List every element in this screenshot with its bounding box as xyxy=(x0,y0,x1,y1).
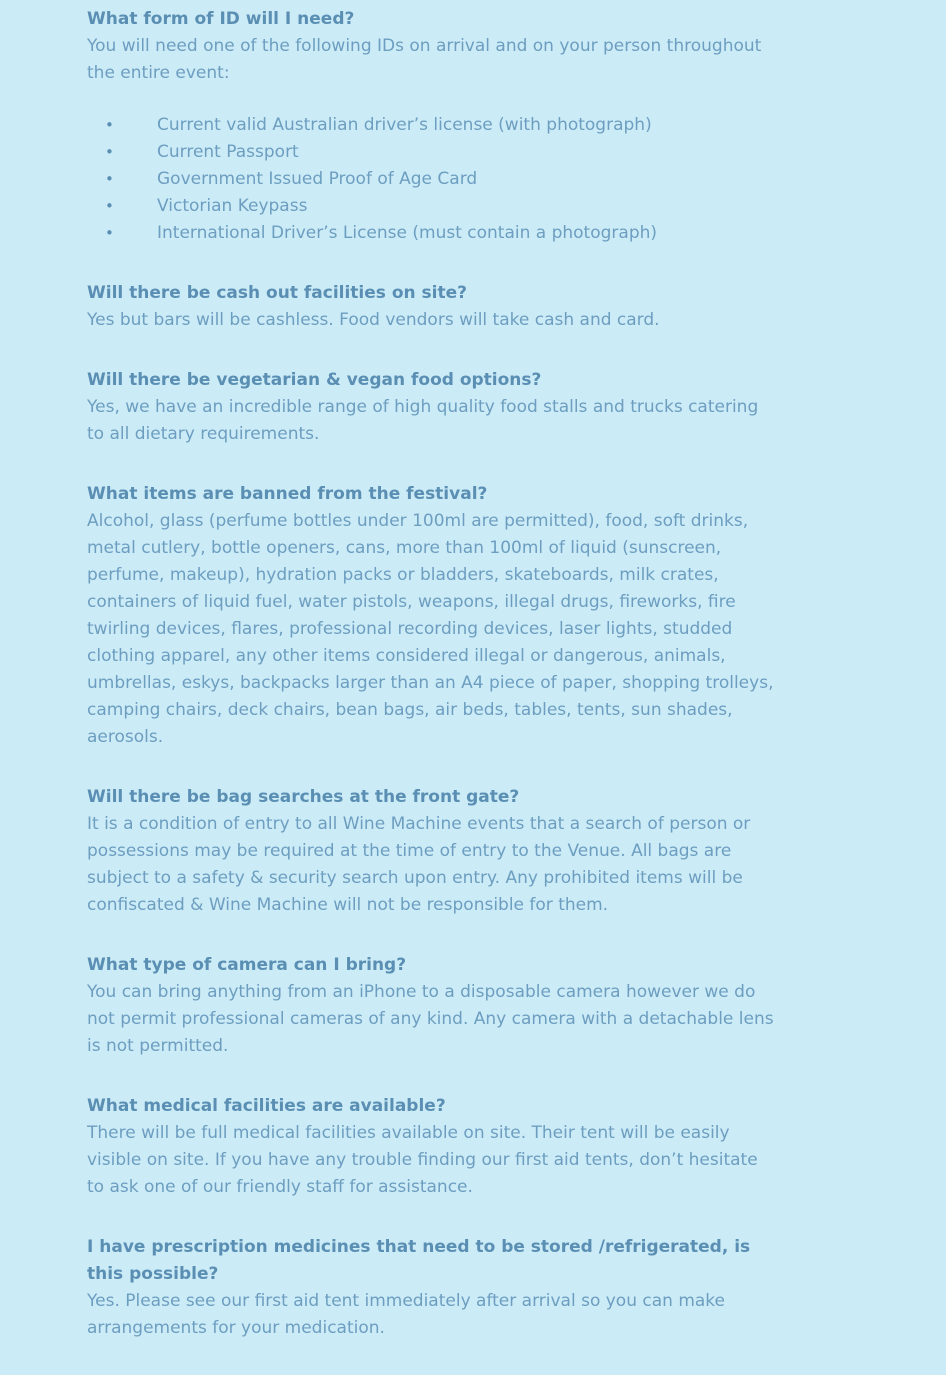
faq-item-cash xyxy=(87,280,777,334)
faq-answer: Yes but bars will be cashless. Food vendors will take cash and card. xyxy=(87,310,660,330)
faq-item-food xyxy=(87,367,777,448)
faq-answer: You will need one of the following IDs on arrival and on your person throughout the entire event: xyxy=(87,36,762,83)
faq-question: What type of camera can I bring? xyxy=(87,955,407,975)
list-item xyxy=(87,193,777,220)
faq-item-medical xyxy=(87,1093,777,1201)
faq-answer: Yes, we have an incredible range of high quality food stalls and trucks catering to all dietary requirements. xyxy=(87,397,759,444)
faq-item-prescription xyxy=(87,1234,777,1342)
faq-item-camera xyxy=(87,952,777,1060)
faq-question: What items are banned from the festival? xyxy=(87,484,488,504)
faq-item-id xyxy=(87,6,777,247)
list-item-text: Current valid Australian driver’s license (with photograph) xyxy=(157,115,652,135)
bullet-icon: • xyxy=(105,197,114,215)
faq-question: What medical facilities are available? xyxy=(87,1096,446,1116)
faq-item-bag-search xyxy=(87,784,777,919)
list-item xyxy=(87,220,777,247)
faq-question: Will there be vegetarian & vegan food options? xyxy=(87,370,542,390)
faq-answer: It is a condition of entry to all Wine Machine events that a search of person or possessions may be required at the time of entry to the Venue. All bags are subject to a safety & security search upon entry. Any prohibited items will be confiscated & Wine Machine will not be responsible for them. xyxy=(87,814,751,915)
faq-question: I have prescription medicines that need to be stored /refrigerated, is this possible? xyxy=(87,1237,751,1284)
faq-answer: There will be full medical facilities available on site. Their tent will be easily visible on site. If you have any trouble finding our first aid tents, don’t hesitate to ask one of our friendly staff for assistance. xyxy=(87,1123,758,1197)
list-item xyxy=(87,139,777,166)
bullet-icon: • xyxy=(105,224,114,242)
list-item-text: Victorian Keypass xyxy=(157,196,308,216)
faq-section xyxy=(87,6,777,1375)
list-item-text: Current Passport xyxy=(157,142,299,162)
list-item xyxy=(87,112,777,139)
faq-question: Will there be cash out facilities on site? xyxy=(87,283,467,303)
faq-item-banned-items xyxy=(87,481,777,751)
faq-question: Will there be bag searches at the front gate? xyxy=(87,787,520,807)
faq-question: What form of ID will I need? xyxy=(87,9,355,29)
faq-answer: Alcohol, glass (perfume bottles under 100ml are permitted), food, soft drinks, metal cutlery, bottle openers, cans, more than 100ml of liquid (sunscreen, perfume, makeup), hydration packs or bladders, skateboards, milk crates, containers of liquid fuel, water pistols, weapons, illegal drugs, fireworks, fire twirling devices, flares, professional recording devices, laser lights, studded clothing apparel, any other items considered illegal or dangerous, animals, umbrellas, eskys, backpacks larger than an A4 piece of paper, shopping trolleys, camping chairs, deck chairs, bean bags, air beds, tables, tents, sun shades, aerosols. xyxy=(87,511,774,747)
bullet-icon: • xyxy=(105,143,114,161)
faq-answer: You can bring anything from an iPhone to a disposable camera however we do not permit professional cameras of any kind. Any camera with a detachable lens is not permitted. xyxy=(87,982,774,1056)
bullet-icon: • xyxy=(105,170,114,188)
faq-answer: Yes. Please see our first aid tent immediately after arrival so you can make arrangements for your medication. xyxy=(87,1291,726,1338)
id-list xyxy=(87,112,777,247)
list-item-text: International Driver’s License (must contain a photograph) xyxy=(157,223,658,243)
list-item xyxy=(87,166,777,193)
list-item-text: Government Issued Proof of Age Card xyxy=(157,169,478,189)
bullet-icon: • xyxy=(105,116,114,134)
